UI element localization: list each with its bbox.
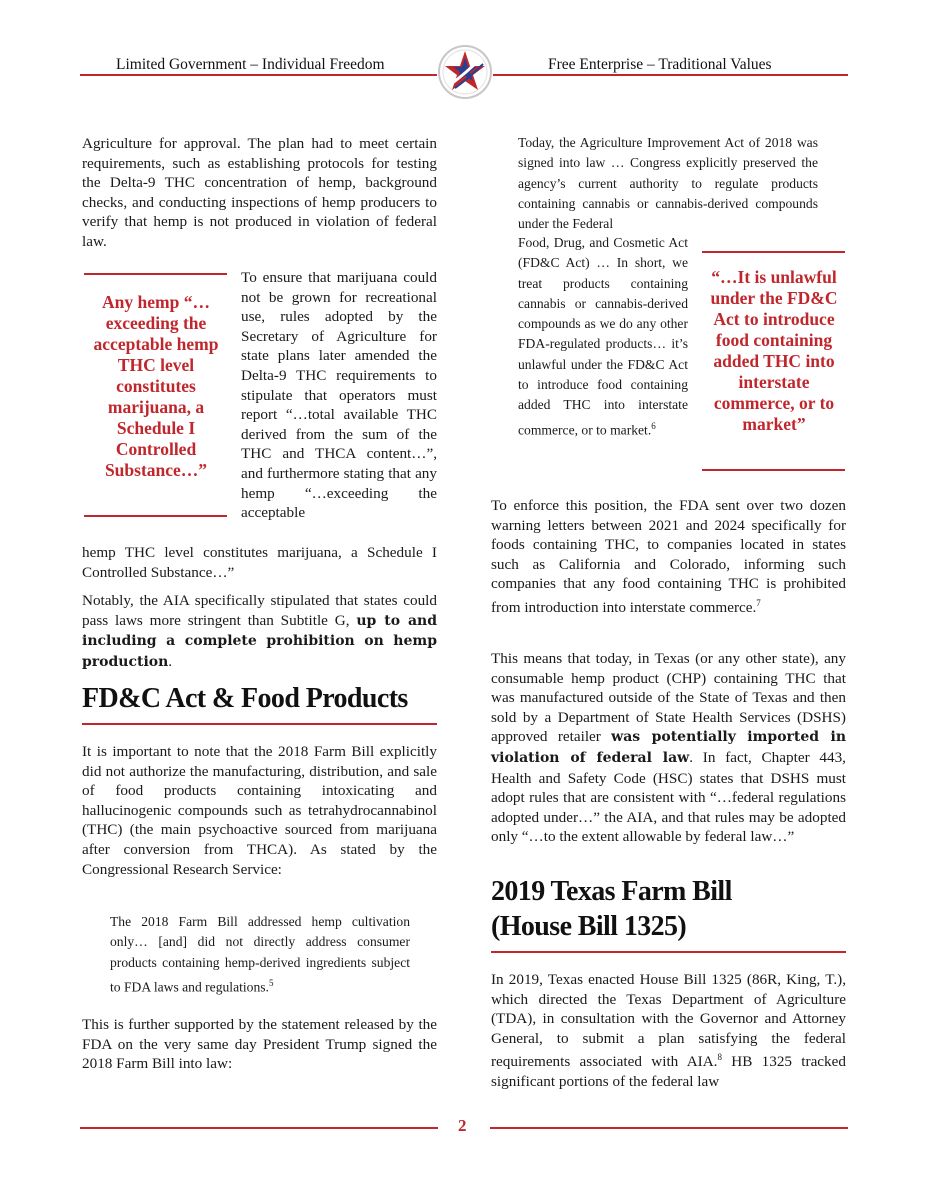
footnote-ref-6: 6 — [651, 420, 656, 431]
left-paragraph-2-continued: hemp THC level constitutes marijuana, a Schedule I Controlled Substance…” — [82, 544, 437, 581]
right-fda-quote-top: Today, the Agriculture Improvement Act of 2018 was signed into law … Congress explicitly preserved the agency’s current authority to regulate products containing cannabis or cannabis-derived compounds under the Federal — [518, 135, 818, 232]
heading-fdc-act-rule — [82, 723, 437, 725]
star-seal-icon — [437, 44, 493, 100]
right-pull-quote-rule-bottom — [702, 469, 845, 471]
left-crs-quote-text: The 2018 Farm Bill addressed hemp cultivation only… [and] did not directly address consumer products containing hemp-derived ingredients subject to FDA laws and regulations. — [110, 914, 410, 995]
right-pull-quote: “…It is unlawful under the FD&C Act to introduce food containing added THC into interstate commerce, or to market” — [710, 267, 838, 434]
header-rule-right — [493, 74, 848, 76]
header-right-motto: Free Enterprise – Traditional Values — [548, 56, 772, 73]
right-paragraph-1-text: To enforce this position, the FDA sent over two dozen warning letters between 2021 and 2024 specifically for foods containing THC, to companies located in states such as California and Colorado, informing such companies that any food containing THC is prohibited from introduction into interstate commerce. — [491, 497, 846, 617]
right-paragraph-2-text: This means that today, in Texas (or any other state), any consumable hemp product (CHP) containing THC that was manufactured outside of the State of Texas and then sold by a Department of State Health Services (DSHS) approved retailer — [491, 650, 846, 746]
footnote-ref-8: 8 — [717, 1052, 722, 1063]
footnote-ref-5: 5 — [268, 977, 274, 988]
footer-rule-right — [490, 1127, 848, 1129]
left-paragraph-3 — [82, 591, 437, 672]
heading-texas-farm-bill-rule — [491, 951, 846, 953]
right-paragraph-3-end: HB 1325 tracked significant portions of the federal law — [491, 1053, 846, 1091]
left-paragraph-3-end: . — [168, 652, 173, 670]
heading-fdc-act: FD&C Act & Food Products — [82, 683, 408, 714]
right-paragraph-3 — [491, 970, 846, 1092]
heading-texas-farm-bill: 2019 Texas Farm Bill — [491, 876, 732, 907]
footer-rule-left — [80, 1127, 438, 1129]
left-paragraph-3-emphasis: up to and including a complete prohibition on hemp production — [82, 612, 438, 670]
header-left-motto: Limited Government – Individual Freedom — [116, 56, 385, 73]
right-paragraph-2 — [491, 649, 846, 847]
left-paragraph-1: Agriculture for approval. The plan had to meet certain requirements, such as establishing protocols for testing the Delta-9 THC concentration of hemp, background checks, and conducting inspections of hemp producers to verify that hemp is not produced in violation of federal law. — [82, 135, 437, 250]
left-pull-quote-rule-top — [84, 273, 227, 275]
right-paragraph-1 — [491, 496, 846, 618]
right-fda-quote-wrap — [518, 233, 688, 441]
heading-house-bill-1325: (House Bill 1325) — [491, 911, 687, 942]
right-paragraph-2-end: . In fact, Chapter 443, Health and Safety Code (HSC) states that DSHS must adopt rules that are consistent with “…federal regulations adopted under…” the AIA, and that rules may be adopted only “…to the extent allowable by federal law…” — [491, 748, 846, 846]
footnote-ref-7: 7 — [756, 597, 761, 608]
left-crs-quote — [110, 912, 410, 998]
left-paragraph-5: This is further supported by the statement released by the FDA on the very same day President Trump signed the 2018 Farm Bill into law: — [82, 1016, 437, 1073]
page-number: 2 — [458, 1116, 467, 1135]
right-paragraph-2-emphasis: was potentially imported in violation of federal law — [491, 729, 846, 766]
right-fda-quote-wrap-text: Food, Drug, and Cosmetic Act (FD&C Act) … In short, we treat products containing cannabis or cannabis-derived compounds as we do any other FDA-regulated products… it’s unlawful under the FD&C Act to introduce food containing added THC into interstate commerce, or to market. — [518, 235, 688, 438]
header-rule-left — [80, 74, 437, 76]
right-pull-quote-rule-top — [702, 251, 845, 253]
right-paragraph-3-text: In 2019, Texas enacted House Bill 1325 (86R, King, T.), which directed the Texas Department of Agriculture (TDA), in consultation with the Governor and Attorney General, to submit a plan satisfying the federal requirements associated with AIA. — [491, 971, 846, 1071]
left-paragraph-4: It is important to note that the 2018 Farm Bill explicitly did not authorize the manufacturing, distribution, and sale of food products containing intoxicating and hallucinogenic compounds such as tetrahydrocannabinol (THC) (the main psychoactive sourced from marijuana after conversion from THCA). As stated by the Congressional Research Service: — [82, 743, 437, 878]
left-paragraph-3-text: Notably, the AIA specifically stipulated that states could pass laws more stringent than Subtitle G, — [82, 592, 437, 629]
left-pull-quote-rule-bottom — [84, 515, 227, 517]
left-paragraph-2-wrap: To ensure that marijuana could not be grown for recreational use, rules adopted by the Secretary of Agriculture for state plans later amended the Delta-9 THC requirements to stipulate that operators must report “…total available THC derived from the sum of the THC and THCA content…”, and furthermore stating that any hemp “…exceeding the acceptable — [241, 269, 437, 522]
left-pull-quote: Any hemp “…exceeding the acceptable hemp THC level constitutes marijuana, a Schedule I Controlled Substance…” — [93, 292, 219, 480]
